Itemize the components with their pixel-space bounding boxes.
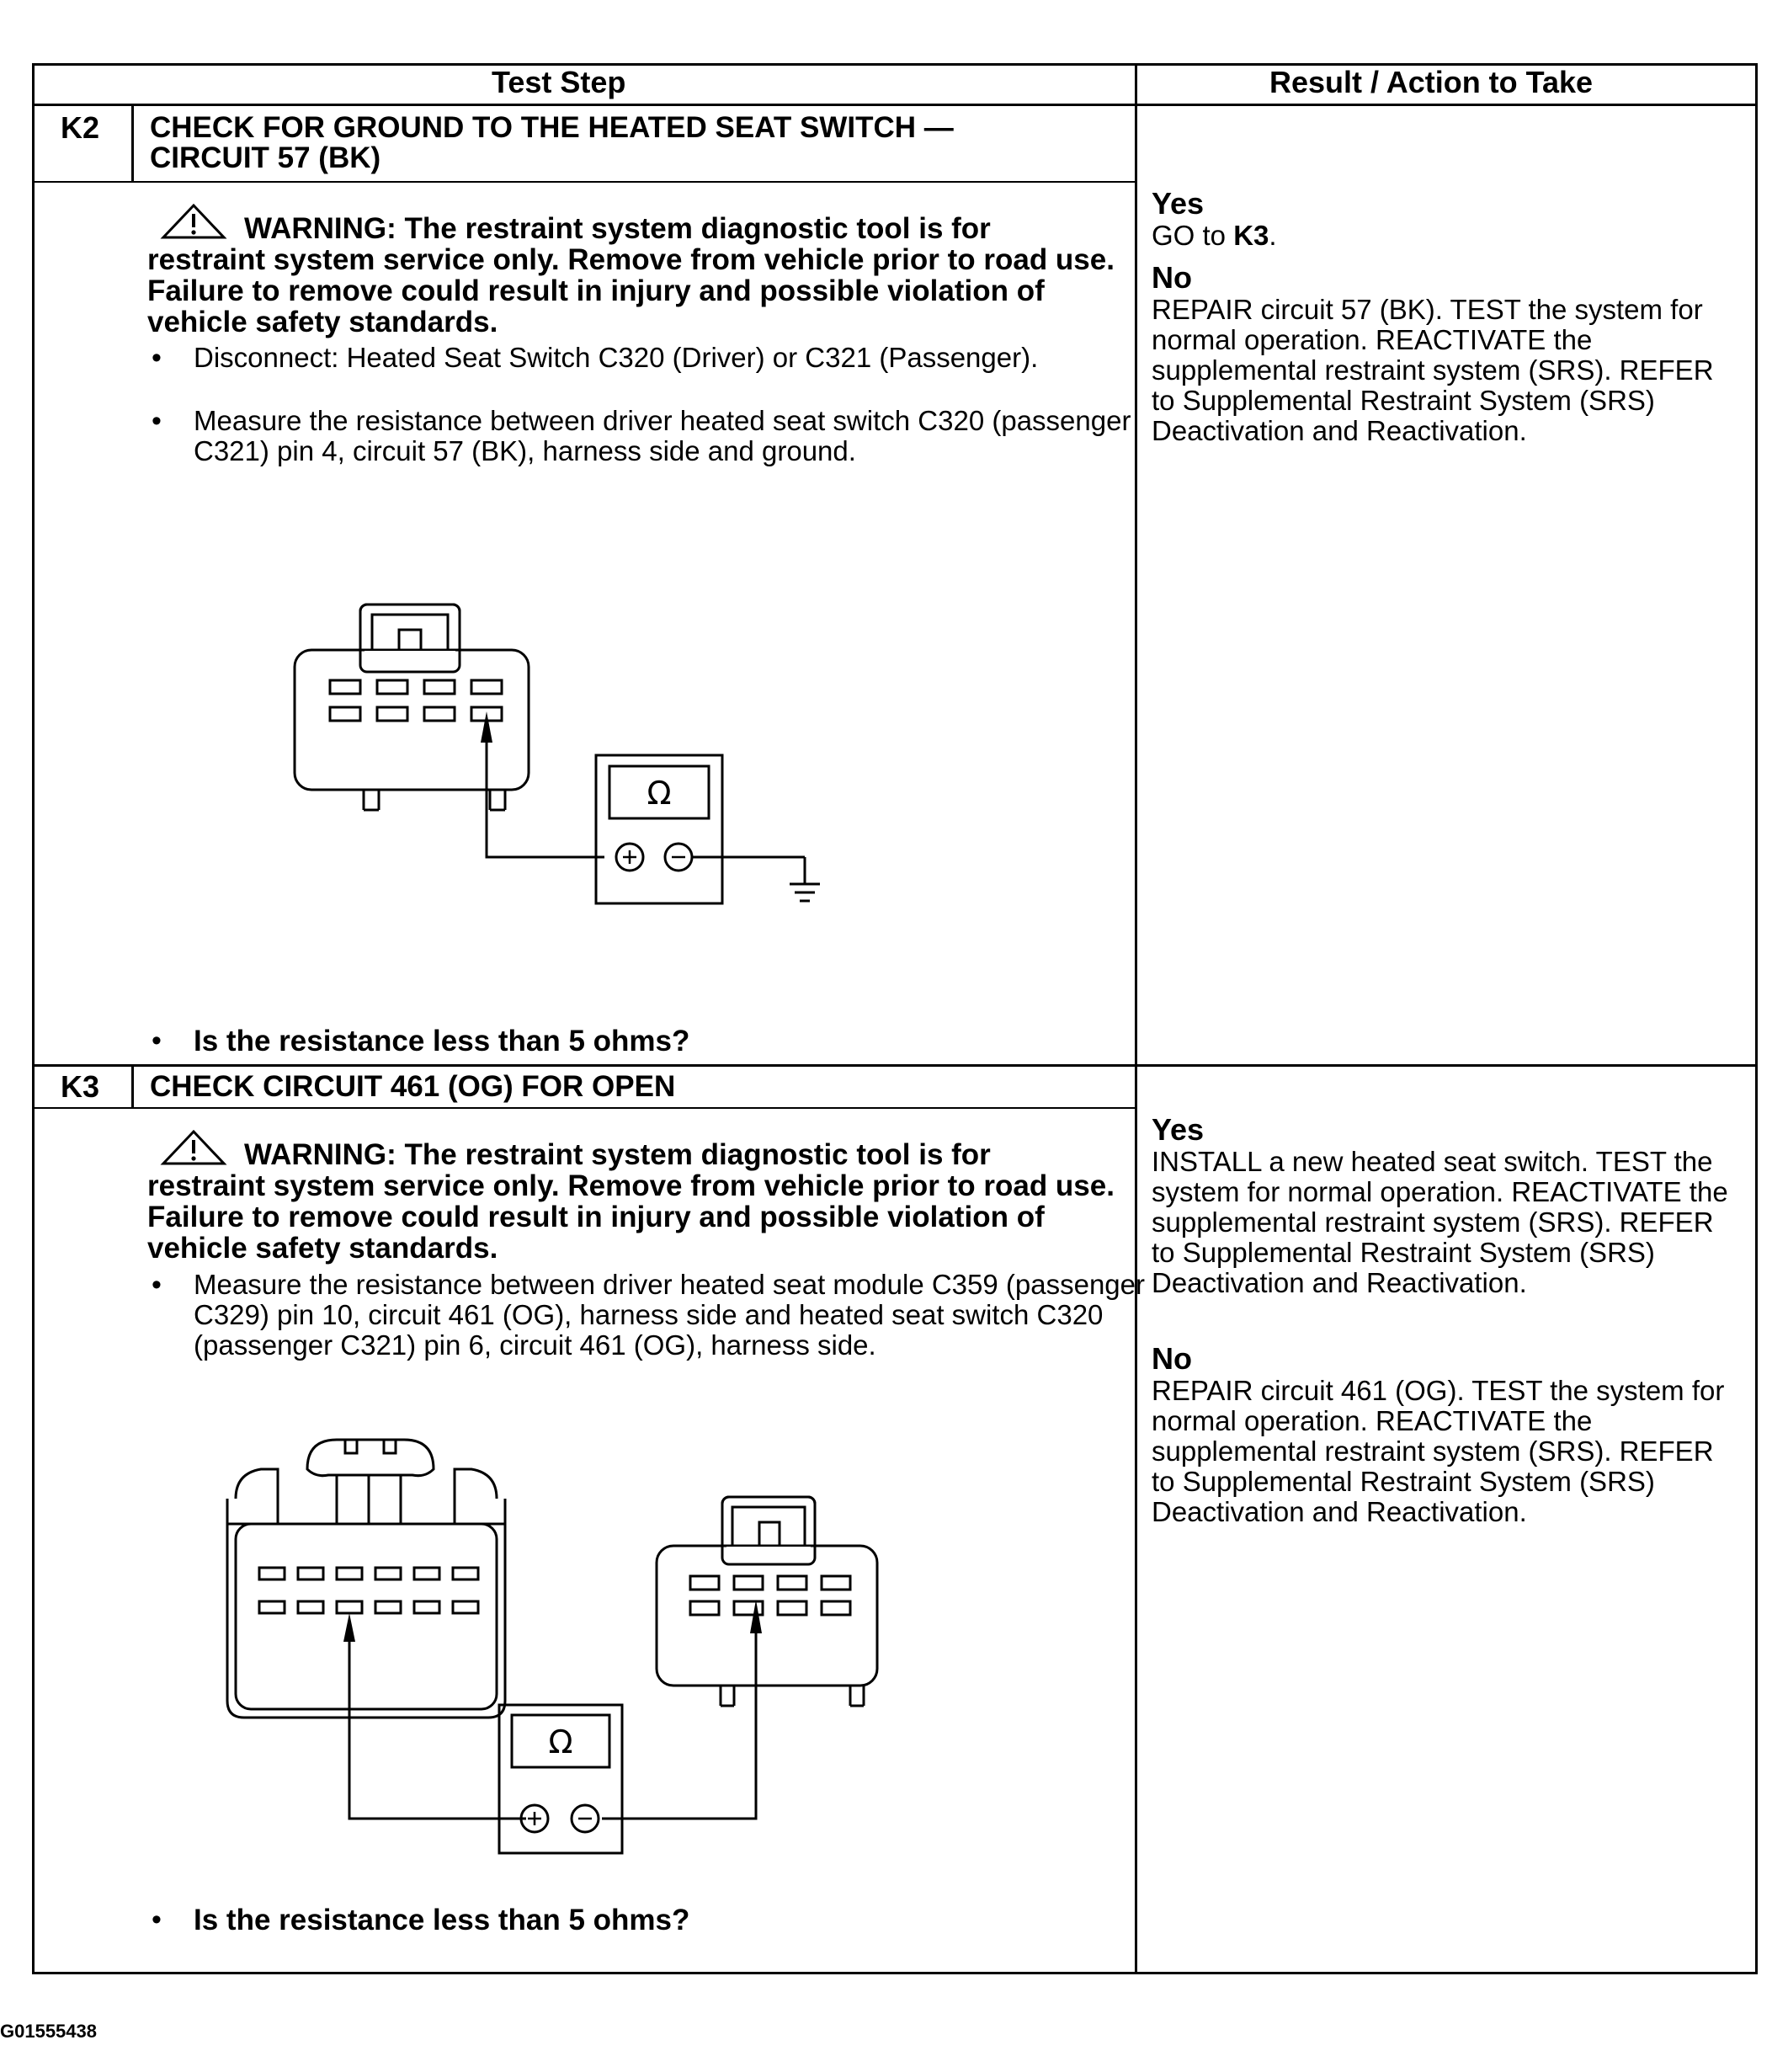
k3-step-id: K3 (61, 1069, 100, 1104)
k2-no-text: REPAIR circuit 57 (BK). TEST the system for normal operation. REACTIVATE the supplemental restraint system (SRS). REFER to Supplemental Restraint System (SRS) Deactivation and Reactivation. (1152, 294, 1714, 446)
header-result: Result / Action to Take (1269, 65, 1594, 99)
k2-bullet-1: Disconnect: Heated Seat Switch C320 (Driver) or C321 (Passenger). (194, 342, 1039, 373)
k2-connector-diagram (286, 589, 833, 926)
bullet-dot: • (152, 1025, 162, 1057)
header-test-step: Test Step (492, 65, 626, 99)
k3-question: Is the resistance less than 5 ohms? (194, 1904, 690, 1936)
k2-title-line1: CHECK FOR GROUND TO THE HEATED SEAT SWITCH — (150, 111, 954, 144)
k3-title: CHECK CIRCUIT 461 (OG) FOR OPEN (150, 1070, 676, 1103)
k3-no-label: No (1152, 1341, 1192, 1376)
step-divider (32, 1064, 1758, 1067)
bullet-dot: • (152, 1269, 162, 1301)
k3-yes-label: Yes (1152, 1112, 1205, 1147)
k3-yes-text: INSTALL a new heated seat switch. TEST the system for normal operation. REACTIVATE the supplemental restraint system (SRS). REFER to Supplemental Restraint System (SRS) Deactivation and Reactivation. (1152, 1146, 1728, 1298)
k3-title-divider (32, 1107, 1136, 1109)
k2-id-divider (131, 104, 134, 182)
k3-warning: WARNING: The restraint system diagnostic tool is for restraint system service only. Remove from vehicle prior to road use. Failure to remove could result in injury and possible violation of vehicle safety standards. (147, 1138, 1115, 1265)
k2-title-line2: CIRCUIT 57 (BK) (150, 141, 381, 174)
k2-yes-text: GO to K3. (1152, 220, 1277, 251)
k2-bullet-2: Measure the resistance between driver heated seat switch C320 (passenger C321) pin 4, circuit 57 (BK), harness side and ground. (194, 405, 1131, 466)
ohm-symbol: Ω (647, 775, 672, 812)
k2-question: Is the resistance less than 5 ohms? (194, 1025, 690, 1057)
k2-no-label: No (1152, 260, 1192, 295)
k3-connector-diagram (210, 1423, 884, 1861)
bullet-dot: • (152, 405, 162, 437)
header-divider (32, 104, 1758, 106)
figure-code: G01555438 (0, 2021, 97, 2042)
bullet-dot: • (152, 1904, 162, 1936)
bullet-dot: • (152, 342, 162, 374)
k2-title-divider (32, 181, 1136, 183)
ohm-symbol: Ω (548, 1723, 573, 1760)
k3-id-divider (131, 1064, 134, 1108)
k3-bullet-1: Measure the resistance between driver heated seat module C359 (passenger C329) pin 10, circuit 461 (OG), harness side and heated seat switch C320 (passenger C321) pin 6, circuit 461 (OG), harness side. (194, 1269, 1145, 1361)
k2-step-id: K2 (61, 110, 100, 145)
k2-warning: WARNING: The restraint system diagnostic tool is for restraint system service only. Remove from vehicle prior to road use. Failure to remove could result in injury and possible violation of vehicle safety standards. (147, 212, 1115, 338)
k3-no-text: REPAIR circuit 461 (OG). TEST the system for normal operation. REACTIVATE the supplemental restraint system (SRS). REFER to Supplemental Restraint System (SRS) Deactivation and Reactivation. (1152, 1375, 1725, 1527)
k2-yes-label: Yes (1152, 186, 1205, 221)
